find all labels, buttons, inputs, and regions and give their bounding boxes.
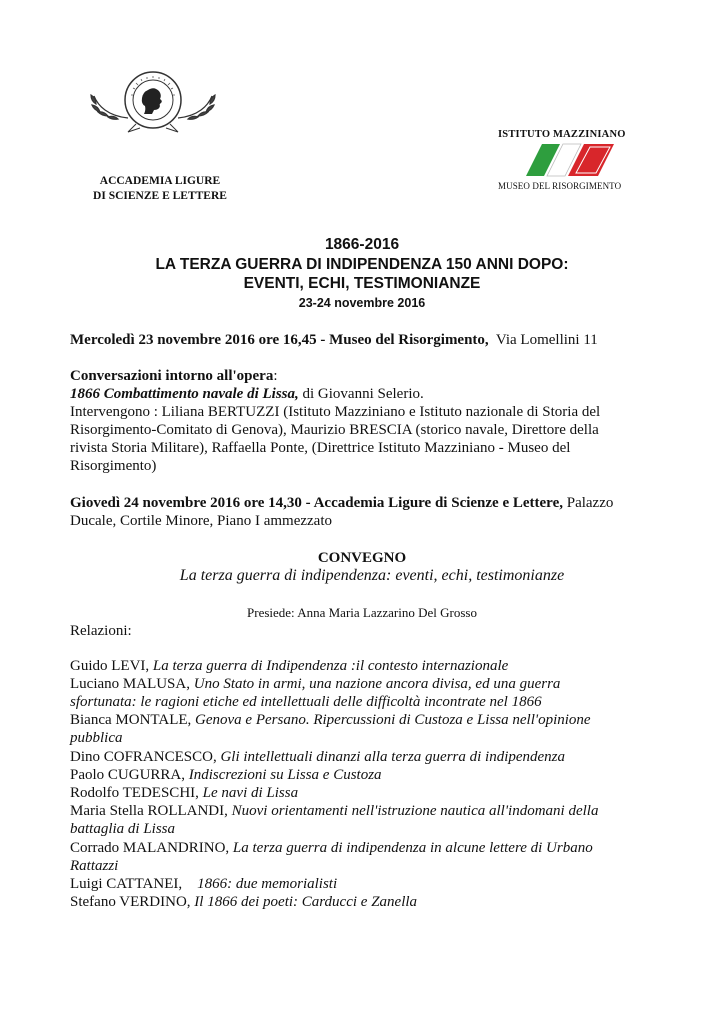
accademia-seal-logo [88,68,218,136]
talk-speaker: Stefano VERDINO, [70,894,195,910]
talk-speaker: Dino COFRANCESCO, [70,749,221,765]
day1-heading [70,331,598,350]
accademia-name-line1: ACCADEMIA LIGURE [99,175,221,187]
talk-speaker: Guido LEVI, [70,658,153,674]
talk-title: Indiscrezioni su Lissa e Custoza [188,767,382,783]
talk-speaker: Corrado MALANDRINO, [70,840,233,856]
talk-title: La terza guerra di indipendenza in alcune lettere di Urbano [232,840,593,856]
conversazioni-label [70,367,278,386]
istituto-subtitle: MUSEO DEL RISORGIMENTO [498,181,622,191]
tricolore-flag-logo [524,142,616,178]
talk-title-cont: pubblica [70,730,123,746]
talk-item [70,766,382,785]
talk-speaker: Luigi CATTANEI, [70,876,198,892]
day1-address: Via Lomellini 11 [495,332,598,348]
day2-place: Palazzo [566,495,614,511]
event-years: 1866-2016 [324,236,400,253]
accademia-name-line2: DI SCIENZE E LETTERE [93,190,227,202]
convegno-label: CONVEGNO [317,550,407,566]
talk-item [70,711,591,730]
talk-title: La terza guerra di Indipendenza :il contesto internazionale [152,658,509,674]
talk-item [70,875,337,894]
talk-title: Genova e Persano. Ripercussioni di Custoza e Lissa nell'opinione [195,712,591,728]
book-line [70,385,424,404]
relazioni-label: Relazioni: [70,623,132,639]
book-title: 1866 Combattimento navale di Lissa, [70,386,299,402]
speakers-line-3: rivista Storia Militare), Raffaella Ponte, (Direttrice Istituto Mazziniano - Museo del [70,440,571,456]
talk-item [70,748,565,767]
talk-speaker: Luciano MALUSA, [70,676,194,692]
talk-title: 1866: due memorialisti [197,876,338,892]
talk-item [70,657,508,676]
talk-item [70,893,417,912]
talk-title-cont: sfortunata: le ragioni etiche ed intellettuali delle difficoltà incontrate nel 1866 [70,694,542,710]
talk-item [70,802,598,821]
talk-speaker: Rodolfo TEDESCHI, [70,785,203,801]
conversazioni-colon: : [273,368,278,384]
speakers-line-4: Risorgimento) [70,458,157,474]
talk-speaker: Paolo CUGURRA, [70,767,189,783]
istituto-title: ISTITUTO MAZZINIANO [498,129,626,140]
day2-location: Ducale, Cortile Minore, Piano I ammezzato [70,513,332,529]
talk-title: Nuovi orientamenti nell'istruzione nautica all'indomani della [231,803,599,819]
talk-item [70,675,560,694]
event-subtitle: EVENTI, ECHI, TESTIMONIANZE [243,275,481,292]
accademia-name [60,174,260,204]
talk-title: Il 1866 dei poeti: Carducci e Zanella [194,894,418,910]
talk-item [70,839,593,858]
convegno-subtitle: La terza guerra di indipendenza: eventi, echi, testimonianze [179,567,565,584]
speakers-line-2: Risorgimento-Comitato di Genova), Maurizio BRESCIA (storico navale, Direttore della [70,422,599,438]
talk-speaker: Bianca MONTALE, [70,712,196,728]
day2-heading-bold: Giovedì 24 novembre 2016 ore 14,30 - Accademia Ligure di Scienze e Lettere, [70,495,563,511]
talk-title: Uno Stato in armi, una nazione ancora divisa, ed una guerra [193,676,561,692]
day2-heading [70,494,613,513]
talk-title-cont: Rattazzi [70,858,119,874]
talk-item [70,784,298,803]
conversazioni-label-text: Conversazioni intorno all'opera [70,368,274,384]
day1-heading-bold: Mercoledì 23 novembre 2016 ore 16,45 - Museo del Risorgimento, [70,332,489,348]
event-title: LA TERZA GUERRA DI INDIPENDENZA 150 ANNI DOPO: [155,256,569,273]
talk-title: Le navi di Lissa [202,785,299,801]
presiede: Presiede: Anna Maria Lazzarino Del Grosso [247,605,477,620]
talk-title-cont: battaglia di Lissa [70,821,176,837]
event-dates: 23-24 novembre 2016 [298,296,426,310]
talk-speaker: Maria Stella ROLLANDI, [70,803,232,819]
talk-title: Gli intellettuali dinanzi alla terza guerra di indipendenza [220,749,566,765]
book-author: di Giovanni Selerio. [302,386,424,402]
speakers-line-1: Intervengono : Liliana BERTUZZI (Istituto Mazziniano e Istituto nazionale di Storia del [70,404,601,420]
